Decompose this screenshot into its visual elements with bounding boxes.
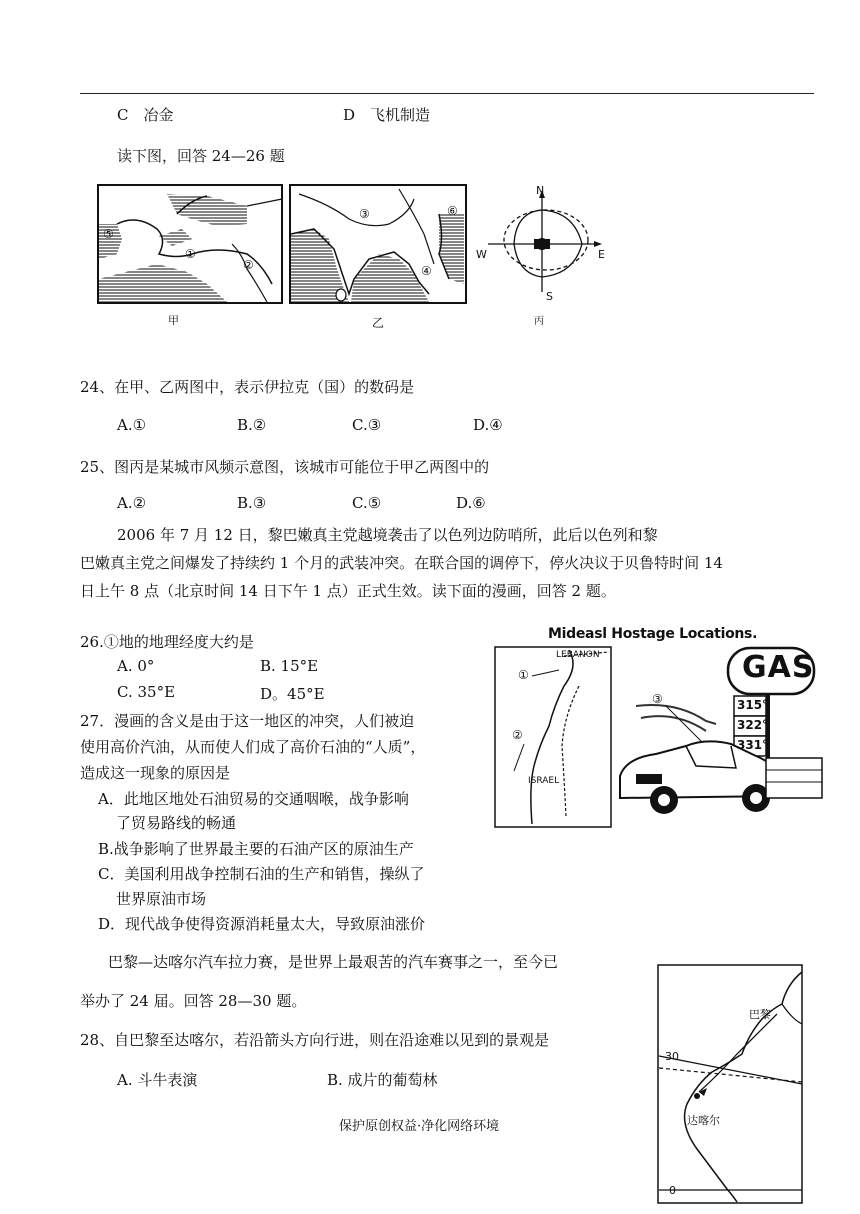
q26-option-d: D。45°E <box>260 685 325 703</box>
q24-option-b: B.② <box>237 416 267 434</box>
cartoon-gas-station <box>616 646 824 826</box>
q27-stem-3: 造成这一现象的原因是 <box>80 764 231 782</box>
q27-option-a-2: 了贸易路线的畅通 <box>116 814 237 832</box>
q27-option-a-1: A．此地区地处石油贸易的交通咽喉，战争影响 <box>98 790 409 808</box>
cartoon-mark-2: ② <box>512 728 523 742</box>
map-mark-6: ⑥ <box>447 204 458 218</box>
compass-e: E <box>598 248 605 261</box>
cartoon-mark-3: ③ <box>652 692 663 706</box>
compass-n: N <box>536 184 545 197</box>
passage-line-3: 日上午 8 点（北京时间 14 日下午 1 点）正式生效。读下面的漫画，回答 2 题。 <box>80 582 616 600</box>
rally-line-2: 举办了 24 届。回答 28—30 题。 <box>80 992 307 1010</box>
q26-option-b: B. 15°E <box>260 657 319 675</box>
option-d-top: D 飞机制造 <box>343 106 431 124</box>
option-c-top: C 冶金 <box>117 106 174 124</box>
rally-line-1: 巴黎—达喀尔汽车拉力赛，是世界上最艰苦的汽车赛事之一，至今已 <box>108 953 559 971</box>
intro-24-26: 读下图，回答 24—26 题 <box>117 147 285 165</box>
q27-option-c-2: 世界原油市场 <box>116 890 207 908</box>
rally-map <box>657 964 803 1204</box>
q25-stem: 25、图丙是某城市风频示意图，该城市可能位于甲乙两图中的 <box>80 458 490 476</box>
q27-stem-2: 使用高价汽油，从而使人们成了高价石油的“人质”， <box>80 738 426 756</box>
q24-stem: 24、在甲、乙两图中，表示伊拉克（国）的数码是 <box>80 378 415 396</box>
q27-option-c-1: C．美国利用战争控制石油的生产和销售，操纵了 <box>98 865 425 883</box>
q28-stem: 28、自巴黎至达喀尔，若沿箭头方向行进，则在沿途难以见到的景观是 <box>80 1031 550 1049</box>
rally-map-lat0: 0 <box>669 1184 676 1197</box>
q27-option-d: D．现代战争使得资源消耗量太大，导致原油涨价 <box>98 915 426 933</box>
passage-line-2: 巴嫩真主党之间爆发了持续约 1 个月的武装冲突。在联合国的调停下，停火决议于贝鲁特时间 14 <box>80 554 723 572</box>
q27-stem-1: 27．漫画的含义是由于这一地区的冲突，人们被迫 <box>80 712 415 730</box>
map-mark-4: ④ <box>421 264 432 278</box>
q26-stem: 26.①地的地理经度大约是 <box>80 633 254 651</box>
map-mark-5: ⑤ <box>103 227 114 241</box>
q24-option-a: A.① <box>117 416 147 434</box>
q25-option-c: C.⑤ <box>352 494 382 512</box>
q27-option-b: B.战争影响了世界最主要的石油产区的原油生产 <box>98 840 414 858</box>
label-bing: 丙 <box>534 316 544 327</box>
map-mark-1: ① <box>185 247 196 261</box>
q25-option-d: D.⑥ <box>456 494 486 512</box>
cartoon-price-1: 315° <box>737 698 769 712</box>
cartoon-price-3: 331° <box>737 738 769 752</box>
cartoon-map <box>494 646 612 828</box>
cartoon-title: Mideasl Hostage Locations. <box>548 626 758 642</box>
label-jia: 甲 <box>168 314 179 327</box>
rally-map-dakar: 达喀尔 <box>687 1114 720 1127</box>
map-mark-2: ② <box>243 258 254 272</box>
cartoon-price-2: 322° <box>737 718 769 732</box>
q28-option-b: B. 成片的葡萄林 <box>327 1071 438 1089</box>
passage-line-1: 2006 年 7 月 12 日，黎巴嫩真主党越境袭击了以色列边防哨所，此后以色列和黎 <box>117 526 658 544</box>
q24-option-d: D.④ <box>473 416 503 434</box>
footer-text: 保护原创权益·净化网络环境 <box>339 1119 500 1134</box>
cartoon-gas-sign: GAS <box>742 650 815 685</box>
header-rule <box>80 93 814 94</box>
wind-rose <box>474 182 614 314</box>
q25-option-a: A.② <box>117 494 147 512</box>
label-yi: 乙 <box>372 316 385 330</box>
compass-s: S <box>546 290 553 303</box>
map-jia <box>97 184 283 304</box>
q28-option-a: A. 斗牛表演 <box>117 1071 198 1089</box>
q25-option-b: B.③ <box>237 494 267 512</box>
rally-map-paris: 巴黎 <box>749 1008 771 1021</box>
q26-option-a: A. 0° <box>117 657 155 675</box>
cartoon-israel: ISRAEL <box>528 776 560 786</box>
compass-w: W <box>476 248 487 261</box>
q26-option-c: C. 35°E <box>117 683 176 701</box>
q24-option-c: C.③ <box>352 416 382 434</box>
cartoon-lebanon: LEBANON <box>556 650 600 660</box>
rally-map-lat30: 30 <box>665 1050 679 1063</box>
map-yi <box>289 184 467 304</box>
cartoon-mark-1: ① <box>518 668 529 682</box>
map-mark-3: ③ <box>359 207 370 221</box>
